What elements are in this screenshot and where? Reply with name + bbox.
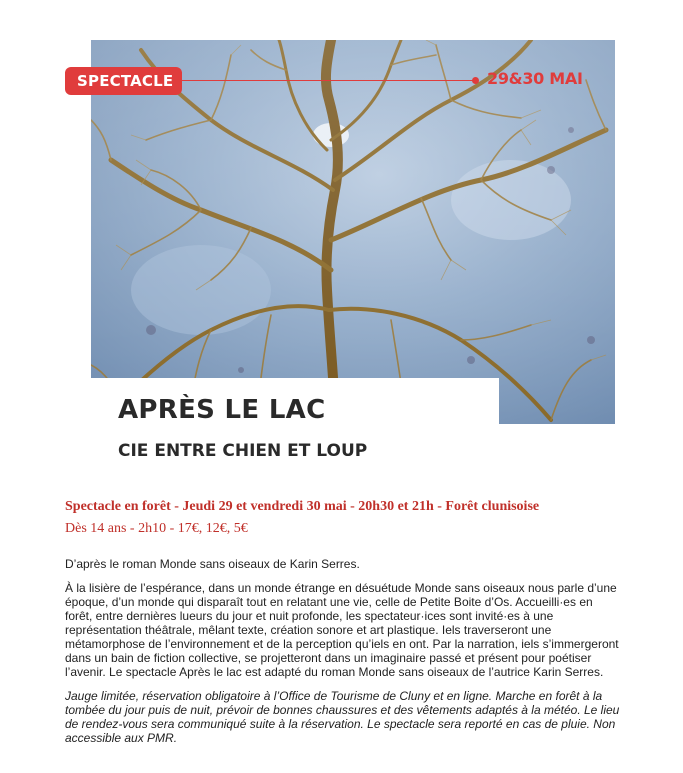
- hero-image: [91, 40, 615, 424]
- category-tag: SPECTACLE: [65, 67, 182, 95]
- event-date: 29&30 MAI: [487, 69, 583, 88]
- event-title: APRÈS LE LAC: [118, 395, 326, 425]
- description-intro: D’après le roman Monde sans oiseaux de Karin Serres.: [65, 557, 360, 571]
- event-description: [65, 557, 620, 755]
- company-name: CIE ENTRE CHIEN ET LOUP: [118, 441, 368, 461]
- date-connector-line: [182, 80, 475, 81]
- tree-reflection-photo: [91, 40, 615, 424]
- date-dot-icon: [472, 77, 479, 84]
- event-details-line: Dès 14 ans - 2h10 - 17€, 12€, 5€: [65, 521, 248, 536]
- practical-info: Jauge limitée, réservation obligatoire à l’Office de Tourisme de Cluny et en ligne. Marche en forêt à la tombée du jour puis de nuit, prévoir de bonnes chaussures et des vêtements adaptés à la météo. Le lieu de rendez-vous sera communiqué suite à la réservation. Le spectacle sera reporté en cas de pluie. Non accessible aux PMR.: [65, 689, 620, 745]
- description-synopsis: À la lisière de l’espérance, dans un monde étrange en désuétude Monde sans oiseaux nous parle d’une époque, d’un monde qui disparaît tout en relatant une vie, celle de Petite Boite d’Os. Accueilli·es en forêt, entre dernières lueurs du jour et nuit profonde, les spectateur·ices sont invité·es à une représentation théâtrale, mêlant texte, création sonore et art plastique. Iels traverseront une métamorphose de l’environnement et de la perception qu’iels en ont. Par la narration, iels s’immergeront dans un bain de fiction collective, se projetteront dans un imaginaire passé et présent pour poétiser l’avenir. Le spectacle Après le lac est adapté du roman Monde sans oiseaux de l’autrice Karin Serres.: [65, 581, 619, 679]
- event-info-line: Spectacle en forêt - Jeudi 29 et vendredi 30 mai - 20h30 et 21h - Forêt clunisoise: [65, 499, 540, 514]
